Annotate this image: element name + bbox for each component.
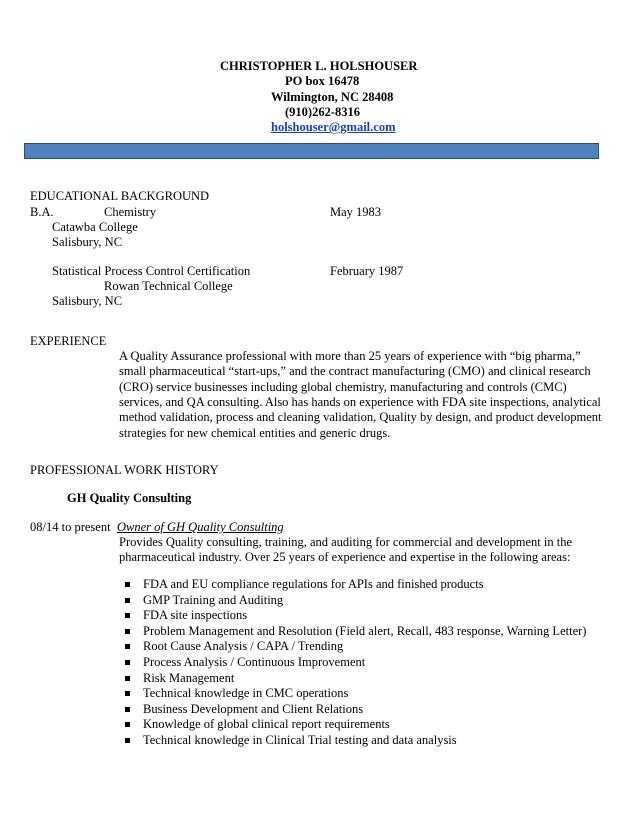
list-item: Business Development and Client Relations — [124, 702, 586, 718]
square-bullet-icon — [125, 613, 130, 618]
college-location: Salisbury, NC — [52, 235, 123, 249]
list-item: Knowledge of global clinical report requirements — [124, 717, 586, 733]
phone-number: (910)262-8316 — [285, 105, 360, 119]
square-bullet-icon — [125, 598, 130, 603]
college-name: Catawba College — [52, 220, 138, 234]
work-history-heading: PROFESSIONAL WORK HISTORY — [30, 463, 219, 477]
list-item: GMP Training and Auditing — [124, 593, 586, 609]
job-title: Owner of GH Quality Consulting — [117, 520, 284, 534]
po-box: PO box 16478 — [285, 74, 360, 88]
degree-date: May 1983 — [330, 205, 382, 219]
list-item: Technical knowledge in CMC operations — [124, 686, 586, 702]
expertise-list — [124, 577, 586, 749]
square-bullet-icon — [125, 707, 130, 712]
list-item: Process Analysis / Continuous Improvement — [124, 655, 586, 671]
degree-field: Chemistry — [104, 205, 157, 219]
experience-heading: EXPERIENCE — [30, 334, 107, 348]
job-description-line: Provides Quality consulting, training, and auditing for commercial and development in the — [119, 535, 573, 549]
company-name: GH Quality Consulting — [67, 491, 192, 505]
certification: Statistical Process Control Certification — [52, 264, 251, 278]
technical-college-name: Rowan Technical College — [104, 279, 233, 293]
city-state-zip: Wilmington, NC 28408 — [271, 90, 394, 104]
square-bullet-icon — [125, 691, 130, 696]
square-bullet-icon — [125, 676, 130, 681]
experience-line: services, and QA consulting. Also has hands on experience with FDA site inspections, analytical — [119, 395, 601, 409]
education-heading: EDUCATIONAL BACKGROUND — [30, 189, 210, 203]
list-item: Problem Management and Resolution (Field alert, Recall, 483 response, Warning Letter) — [124, 624, 586, 640]
square-bullet-icon — [125, 629, 130, 634]
email-link[interactable]: holshouser@gmail.com — [271, 120, 396, 134]
experience-line: A Quality Assurance professional with more than 25 years of experience with “big pharma,” — [119, 349, 581, 363]
square-bullet-icon — [125, 722, 130, 727]
list-item: FDA site inspections — [124, 608, 586, 624]
technical-college-location: Salisbury, NC — [52, 294, 123, 308]
list-item: Technical knowledge in Clinical Trial testing and data analysis — [124, 733, 586, 749]
square-bullet-icon — [125, 660, 130, 665]
square-bullet-icon — [125, 582, 130, 587]
experience-line: method validation, process and cleaning validation, Quality by design, and product development — [119, 410, 602, 424]
certification-date: February 1987 — [330, 264, 404, 278]
list-item: Root Cause Analysis / CAPA / Trending — [124, 639, 586, 655]
degree: B.A. — [30, 205, 54, 219]
experience-line: strategies for new chemical entities and generic drugs. — [119, 426, 391, 440]
header-divider-bar — [24, 143, 599, 159]
square-bullet-icon — [125, 738, 130, 743]
list-item: Risk Management — [124, 671, 586, 687]
square-bullet-icon — [125, 644, 130, 649]
job-description-line: pharmaceutical industry. Over 25 years of experience and expertise in the following areas: — [119, 550, 571, 564]
experience-line: (CRO) service businesses including global chemistry, manufacturing and controls (CMC) — [119, 380, 567, 394]
list-item: FDA and EU compliance regulations for APIs and finished products — [124, 577, 586, 593]
resume-name: CHRISTOPHER L. HOLSHOUSER — [220, 59, 418, 73]
experience-line: small pharmaceutical “start-ups,” and the contract manufacturing (CMO) and clinical research — [119, 364, 591, 378]
job-dates: 08/14 to present — [30, 520, 111, 534]
